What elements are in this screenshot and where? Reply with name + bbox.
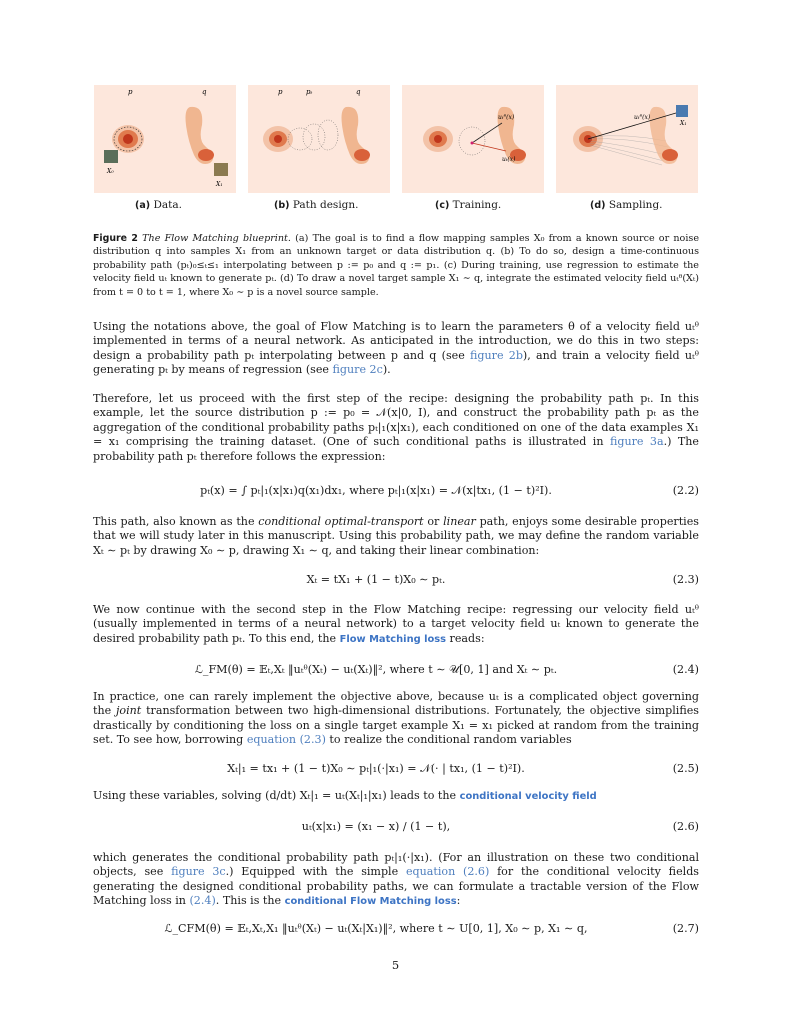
- paragraph-6: Using these variables, solving (d/dt) Xₜ|₁ = uₜ(Xₜ|₁|x₁) leads to the conditional velocity field: [93, 789, 597, 802]
- paragraph-3: This path, also known as the conditional optimal-transport or linear path, enjoys some desirable properties that we will study later in this manuscript. Using this probability path, we may define the random variable Xₜ ∼ pₜ by drawing X₀ ∼ p, drawing X₁ ∼ q, and taking their linear combination:: [93, 515, 699, 557]
- paragraph-5: In practice, one can rarely implement the objective above, because uₜ is a complicated object governing the joint transformation between two high-dimensional distributions. Fortunately, the objective simplifies drastically by conditioning the loss on a single target example X₁ = x₁ picked at random from the training set. To see how, borrowing equation (2.3) to realize the conditional random variables: [93, 690, 699, 747]
- figure-caption-title: The Flow Matching blueprint.: [142, 233, 291, 244]
- keyword-flow-matching-loss[interactable]: Flow Matching loss: [339, 633, 447, 645]
- figure-panel-data: [94, 85, 236, 193]
- keyword-conditional-velocity-field[interactable]: conditional velocity field: [459, 791, 597, 802]
- subcaption-d: (d) Sampling.: [590, 199, 663, 211]
- panel-a-illustration: [94, 85, 236, 193]
- figure-caption: [93, 232, 699, 299]
- label-ut: uₜ(x): [502, 156, 516, 163]
- figure-label: Figure 2: [93, 233, 138, 244]
- paragraph-4: We now continue with the second step in the Flow Matching recipe: regressing our velocity field uₜᶿ (usually implemented in terms of a neural network) to a target velocity field uₜ known to generate the desired probability path pₜ. To this end, the Flow Matching loss reads:: [93, 603, 699, 645]
- panel-c-illustration: [402, 85, 544, 193]
- figure-caption-body: (a) The goal is to find a flow mapping samples X₀ from a known source or noise distribution q into samples X₁ from an unknown target or data distribution q. (b) To do so, design a time-continuous probability path (pₜ)₀≤ₜ≤₁ interpolating between p := p₀ and q := p₁. (c) During training, use regression to estimate the velocity field uₜ known to generate pₜ. (d) To draw a novel target sample X₁ ∼ q, integrate the estimated velocity field uₜᶿ(Xₜ) from t = 0 to t = 1, where X₀ ∼ p is a novel source sample.: [93, 233, 699, 298]
- intermediate-path-contours: [288, 120, 338, 150]
- label-q: q: [202, 88, 207, 96]
- label-ut-theta: uₜᶿ(x): [498, 114, 515, 121]
- figure-2b-link[interactable]: figure 2b: [470, 348, 523, 362]
- paragraph-2: Therefore, let us proceed with the first step of the recipe: designing the probability path pₜ. In this example, let the source distribution p := p₀ = 𝒩(x|0, I), and construct the probability path pₜ as the aggregation of the conditional probability paths pₜ|₁(x|x₁), each conditioned on one of the data examples X₁ = x₁ comprising the training dataset. (One of such conditional paths is illustrated in figure 3a.) The probability path pₜ therefore follows the expression:: [93, 392, 699, 463]
- keyword-conditional-flow-matching-loss[interactable]: conditional Flow Matching loss: [284, 896, 457, 908]
- paragraph-1: Using the notations above, the goal of Flow Matching is to learn the parameters θ of a velocity field uₜᶿ implemented in terms of a neural network. As anticipated in the introduction, we do this in two steps: design a probability path pₜ interpolating between p and q (see figure 2b), and train a velocity field uₜᶿ generating pₜ by means of regression (see figure 2c).: [93, 320, 699, 377]
- figure-panel-path-design: [248, 85, 390, 193]
- paragraph-7: which generates the conditional probability path pₜ|₁(·|x₁). (For an illustration on these two conditional objects, see figure 3c.) Equipped with the simple equation (2.6) for the conditional velocity fields generating the designed conditional probability paths, we can formulate a tractable version of the Flow Matching loss in (2.4). This is the conditional Flow Matching loss:: [93, 851, 699, 908]
- panel-b-illustration: [248, 85, 390, 193]
- page-number: 5: [391, 958, 400, 972]
- equation-2-4-link[interactable]: (2.4): [189, 894, 216, 908]
- figure-3a-link[interactable]: figure 3a: [609, 435, 664, 449]
- source-distribution-blob: [112, 125, 144, 153]
- sample-x0-image: [104, 150, 118, 163]
- label-p: p: [128, 88, 133, 96]
- equation-2-6-link[interactable]: equation (2.6): [405, 865, 490, 879]
- figure-2c-link[interactable]: figure 2c: [332, 363, 383, 377]
- sample-x1-image: [214, 163, 228, 176]
- label-p: p: [278, 88, 283, 96]
- label-x1: X₁: [680, 120, 687, 127]
- figure-panel-training: [402, 85, 544, 193]
- generated-sample-image: [676, 105, 688, 117]
- label-x1: X₁: [216, 181, 223, 188]
- learned-velocity-arrow: [472, 123, 502, 143]
- label-pt: pₜ: [306, 88, 313, 96]
- label-ut-theta: uₜᶿ(x): [634, 114, 651, 121]
- equation-2-3-link[interactable]: equation (2.3): [246, 733, 326, 747]
- target-distribution-blob: [186, 107, 215, 164]
- subcaption-b: (b) Path design.: [274, 199, 359, 211]
- figure-panel-sampling: [556, 85, 698, 193]
- label-x0: X₀: [107, 168, 114, 175]
- panel-d-illustration: [556, 85, 698, 193]
- figure-3c-link[interactable]: figure 3c: [171, 865, 226, 879]
- subcaption-c: (c) Training.: [435, 199, 502, 211]
- subcaption-a: (a) Data.: [135, 199, 182, 211]
- target-velocity-arrow: [472, 143, 506, 151]
- label-q: q: [356, 88, 361, 96]
